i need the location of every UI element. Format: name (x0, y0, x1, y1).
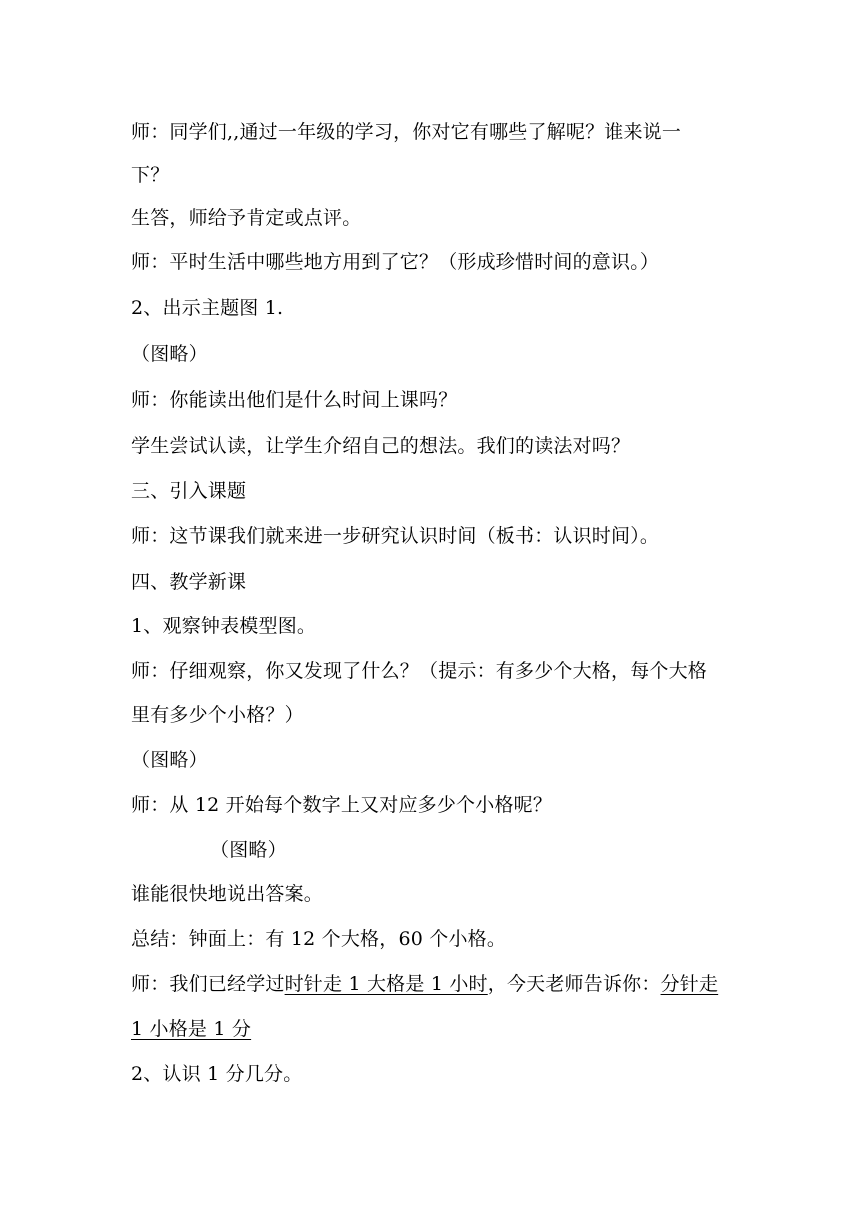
text-line-16: 师：从 12 开始每个数字上又对应多少个小格呢？ (131, 794, 553, 816)
text-line-3: 生答，师给予肯定或点评。 (131, 207, 362, 229)
underlined-continuation-line (131, 1017, 741, 1041)
figure-omitted-note-1: （图略） (131, 343, 208, 365)
text-line-2: 下？ (131, 164, 170, 186)
statement-prefix: 师：我们已经学过 (131, 973, 285, 995)
text-line-5: 2、出示主题图 1. (131, 297, 284, 319)
text-line-10: 师：这节课我们就来进一步研究认识时间（板书：认识时间）。 (131, 525, 660, 547)
text-line-7: 师：你能读出他们是什么时间上课吗？ (131, 389, 458, 411)
text-line-14: 里有多少个小格？） (131, 704, 304, 726)
underlined-statement-line (131, 972, 741, 996)
text-line-4: 师：平时生活中哪些地方用到了它？（形成珍惜时间的意识。） (131, 251, 660, 273)
text-line-8: 学生尝试认读，让学生介绍自己的想法。我们的读法对吗？ (131, 435, 631, 457)
minute-hand-rule-start: 分针走 (660, 973, 719, 995)
text-line-1: 师：同学们,,通过一年级的学习，你对它有哪些了解呢？谁来说一 (131, 121, 682, 143)
text-line-13: 师：仔细观察，你又发现了什么？（提示：有多少个大格，每个大格 (131, 660, 708, 682)
figure-omitted-note-3: （图略） (210, 839, 287, 861)
text-line-12: 1、观察钟表模型图。 (131, 615, 317, 637)
final-line: 2、认识 1 分几分。 (131, 1063, 303, 1085)
section-heading-4: 四、教学新课 (131, 571, 247, 593)
summary-line: 总结：钟面上：有 12 个大格，60 个小格。 (131, 928, 507, 950)
text-line-18: 谁能很快地说出答案。 (131, 883, 324, 905)
section-heading-3: 三、引入课题 (131, 480, 247, 502)
minute-hand-rule-end: 1 小格是 1 分 (131, 1018, 252, 1040)
figure-omitted-note-2: （图略） (131, 749, 208, 771)
statement-middle: ，今天老师告诉你： (487, 973, 661, 995)
hour-hand-rule: 时针走 1 大格是 1 小时 (284, 973, 488, 995)
